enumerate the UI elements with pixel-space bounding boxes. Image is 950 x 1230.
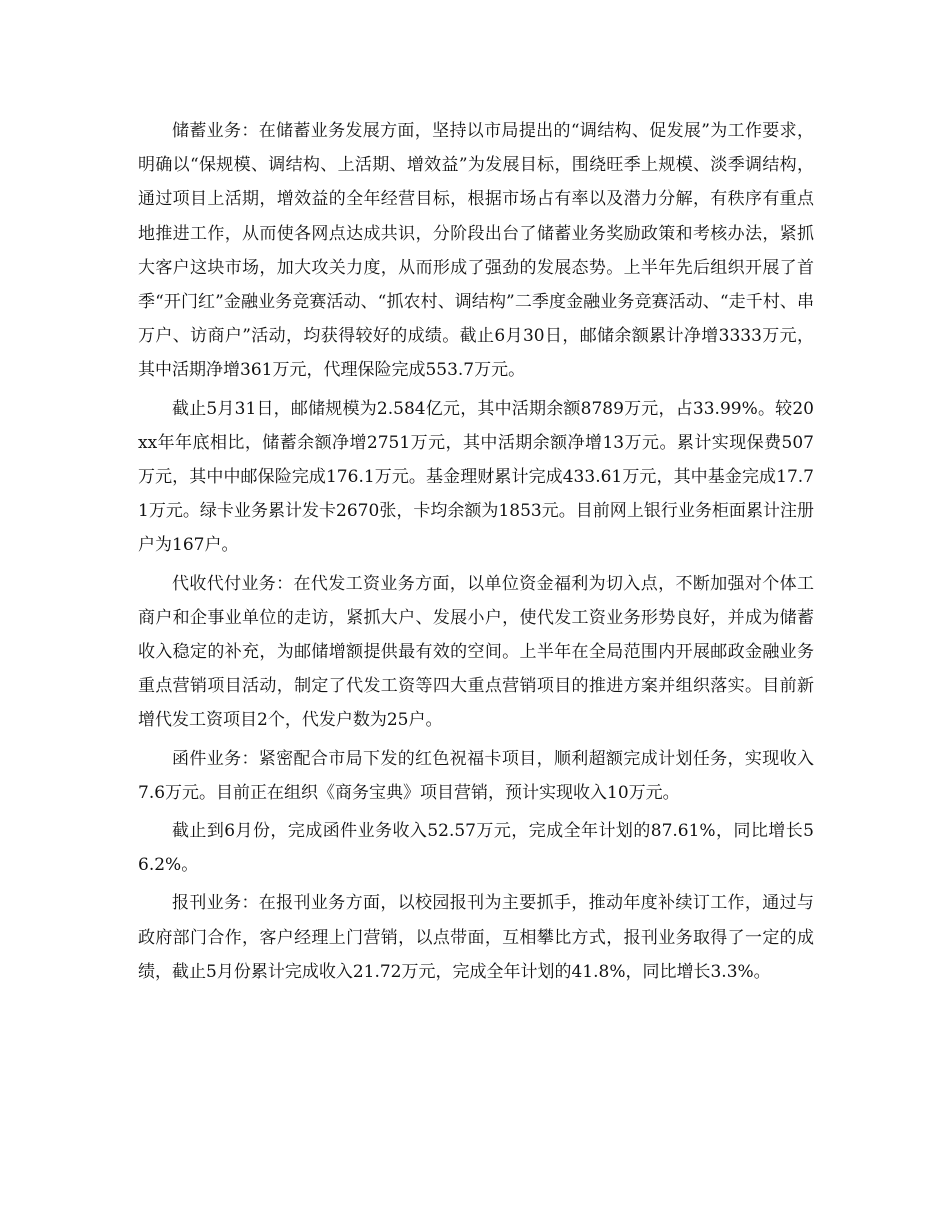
paragraph-newspaper-business: 报刊业务：在报刊业务方面，以校园报刊为主要抓手，推动年度补续订工作，通过与政府部门合作，客户经理上门营销，以点带面，互相攀比方式，报刊业务取得了一定的成绩，截止5月份累计完成收入21.72万元，完成全年计划的41.8%，同比增长3.3%。: [138, 893, 814, 982]
paragraph-savings-business: 储蓄业务：在储蓄业务发展方面，坚持以市局提出的“调结构、促发展”为工作要求，明确以“保规模、调结构、上活期、增效益”为发展目标，围绕旺季上规模、淡季调结构，通过项目上活期，增效益的全年经营目标，根据市场占有率以及潜力分解，有秩序有重点地推进工作，从而使各网点达成共识，分阶段出台了储蓄业务奖励政策和考核办法，紧抓大客户这块市场，加大攻关力度，从而形成了强劲的发展态势。上半年先后组织开展了首季“开门红”金融业务竞赛活动、“抓农村、调结构”二季度金融业务竞赛活动、“走千村、串万户、访商户”活动，均获得较好的成绩。截止6月30日，邮储余额累计净增3333万元，其中活期净增361万元，代理保险完成553.7万元。: [138, 121, 814, 381]
paragraph-savings-scale: 截止5月31日，邮储规模为2.584亿元，其中活期余额8789万元，占33.99%。较20xx年年底相比，储蓄余额净增2751万元，其中活期余额净增13万元。累计实现保费507万元，其中中邮保险完成176.1万元。基金理财累计完成433.61万元，其中基金完成17.71万元。绿卡业务累计发卡2670张，卡均余额为1853元。目前网上银行业务柜面累计注册户为167户。: [138, 398, 814, 556]
paragraph-collection-payment: 代收代付业务：在代发工资业务方面，以单位资金福利为切入点，不断加强对个体工商户和企事业单位的走访，紧抓大户、发展小户，使代发工资业务形势良好，并成为储蓄收入稳定的补充，为邮储增额提供最有效的空间。上半年在全局范围内开展邮政金融业务重点营销项目活动，制定了代发工资等四大重点营销项目的推进方案并组织落实。目前新增代发工资项目2个，代发户数为25户。: [138, 573, 814, 731]
paragraph-letter-revenue: 截止到6月份，完成函件业务收入52.57万元，完成全年计划的87.61%，同比增长56.2%。: [138, 821, 814, 876]
paragraph-letter-business: 函件业务：紧密配合市局下发的红色祝福卡项目，顺利超额完成计划任务，实现收入7.6万元。目前正在组织《商务宝典》项目营销，预计实现收入10万元。: [138, 748, 814, 803]
document-body: [138, 114, 814, 993]
